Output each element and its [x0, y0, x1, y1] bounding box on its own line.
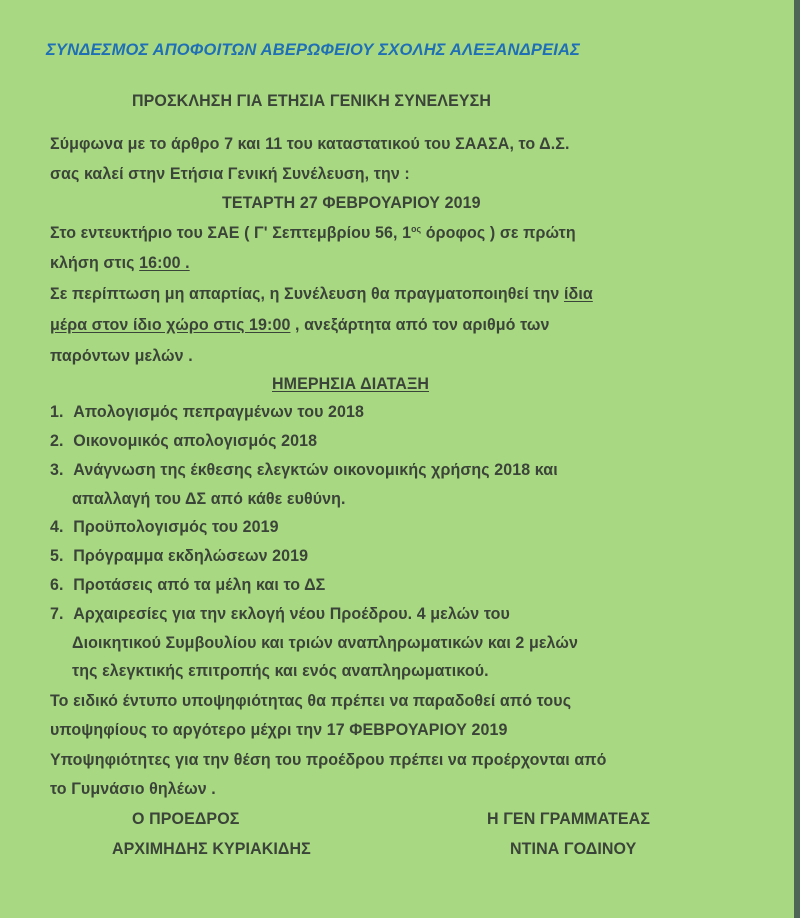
quorum-second-call: μέρα στον ίδιο χώρο στις 19:00 [50, 316, 291, 334]
quorum-line-3: παρόντων μελών . [50, 347, 193, 365]
intro-line-1: Σύμφωνα με το άρθρο 7 και 11 του καταστατικού του ΣΑΑΣΑ, το Δ.Σ. [50, 135, 570, 153]
intro-line-2: σας καλεί στην Ετήσια Γενική Συνέλευση, την : [50, 165, 410, 183]
agenda-heading: ΗΜΕΡΗΣΙΑ ΔΙΑΤΑΞΗ [272, 375, 430, 393]
president-title: Ο ΠΡΟΕΔΡΟΣ [132, 810, 240, 828]
first-call-text: κλήση στις [50, 254, 140, 272]
president-name: ΑΡΧΙΜΗΔΗΣ ΚΥΡΙΑΚΙΔΗΣ [112, 840, 311, 858]
note-line-1: Το ειδικό έντυπο υποψηφιότητας θα πρέπει να παραδοθεί από τους [50, 692, 572, 710]
venue-text-b: όροφος ) σε πρώτη [421, 224, 576, 242]
note-line-3: Υποψηφιότητες για την θέση του προέδρου πρέπει να προέρχονται από [50, 751, 607, 769]
agenda-item: 6. Προτάσεις από τα μέλη και το ΔΣ [50, 576, 326, 594]
secretary-name: ΝΤΙΝΑ ΓΟΔΙΝΟΥ [510, 840, 637, 858]
venue-line [50, 224, 576, 243]
agenda-item: 3. Ανάγνωση της έκθεσης ελεγκτών οικονομικής χρήσης 2018 και [50, 461, 558, 479]
agenda-item: 7. Αρχαιρεσίες για την εκλογή νέου Προέδρου. 4 μελών του [50, 605, 510, 623]
agenda-item-continuation: της ελεγκτικής επιτροπής και ενός αναπληρωματικού. [72, 662, 489, 680]
agenda-item-continuation: απαλλαγή του ΔΣ από κάθε ευθύνη. [72, 490, 346, 508]
first-call-time: 16:00 . [139, 254, 190, 272]
quorum-line-1 [50, 285, 593, 304]
secretary-title: Η ΓΕΝ ΓΡΑΜΜΑΤΕΑΣ [487, 810, 651, 828]
meeting-date: ΤΕΤΑΡΤΗ 27 ΦΕΒΡΟΥΑΡΙΟΥ 2019 [222, 194, 481, 212]
scan-edge [794, 0, 800, 918]
agenda-item: 1. Απολογισμός πεπραγμένων του 2018 [50, 403, 365, 421]
agenda-item: 5. Πρόγραμμα εκδηλώσεων 2019 [50, 547, 309, 565]
quorum-line-2 [50, 316, 549, 335]
quorum-text-a: Σε περίπτωση μη απαρτίας, η Συνέλευση θα πραγματοποιηθεί την [50, 285, 564, 303]
venue-superscript: ος [411, 224, 422, 234]
quorum-text-b: , ανεξάρτητα από τον αριθμό των [290, 316, 550, 334]
agenda-item: 2. Οικονομικός απολογισμός 2018 [50, 432, 318, 450]
association-title: ΣΥΝΔΕΣΜΟΣ ΑΠΟΦΟΙΤΩΝ ΑΒΕΡΩΦΕΙΟΥ ΣΧΟΛΗΣ ΑΛΕΞΑΝΔΡΕΙΑΣ [46, 40, 581, 59]
invitation-title: ΠΡΟΣΚΛΗΣΗ ΓΙΑ ΕΤΗΣΙΑ ΓΕΝΙΚΗ ΣΥΝΕΛΕΥΣΗ [132, 92, 491, 110]
note-line-2: υποψηφίους το αργότερο μέχρι την 17 ΦΕΒΡΟΥΑΡΙΟΥ 2019 [50, 721, 508, 739]
quorum-same-underlined: ίδια [563, 285, 593, 303]
venue-text-a: Στο εντευκτήριο του ΣΑΕ ( Γ' Σεπτεμβρίου 56, 1 [50, 224, 412, 242]
agenda-item: 4. Προϋπολογισμός του 2019 [50, 518, 279, 536]
note-line-4: το Γυμνάσιο θηλέων . [50, 780, 216, 798]
agenda-item-continuation: Διοικητικού Συμβουλίου και τριών αναπληρωματικών και 2 μελών [72, 634, 578, 652]
first-call-line [50, 254, 190, 273]
